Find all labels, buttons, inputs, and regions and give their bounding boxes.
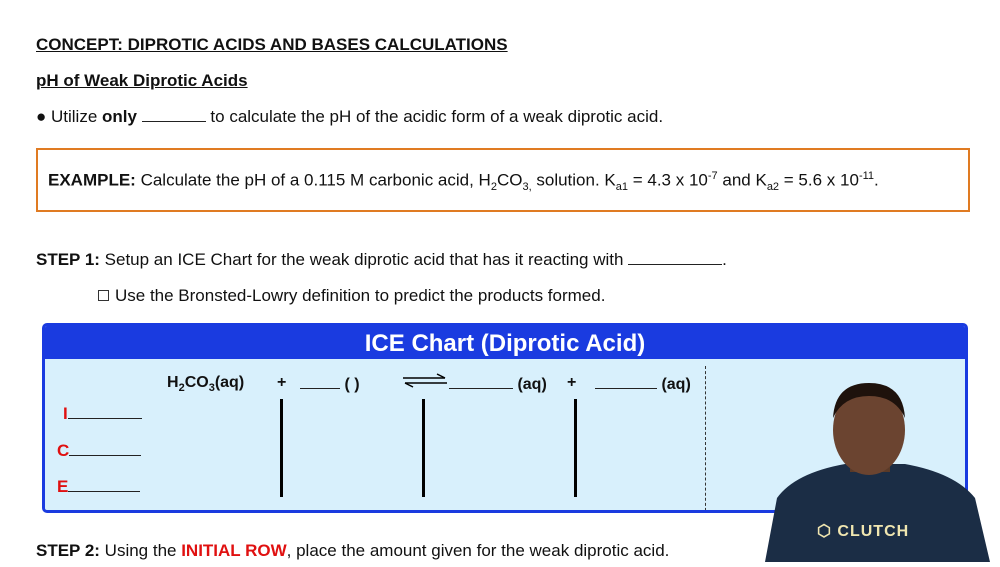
row-label-equilibrium: E bbox=[57, 477, 140, 497]
example-box bbox=[36, 148, 970, 212]
product2-blank: (aq) bbox=[595, 374, 691, 394]
clutch-logo: ⬡ CLUTCH bbox=[817, 523, 910, 540]
step1-subtext: Use the Bronsted-Lowry definition to predict the products formed. bbox=[98, 286, 605, 306]
ice-chart-title: ICE Chart (Diprotic Acid) bbox=[45, 326, 965, 359]
plus-sign: + bbox=[277, 374, 287, 391]
instructor-video bbox=[755, 378, 995, 562]
bullet-text: ● Utilize only to calculate the pH of the acidic form of a weak diprotic acid. bbox=[36, 107, 664, 126]
plus-sign: + bbox=[567, 374, 577, 391]
step2-text: STEP 2: Using the INITIAL ROW, place the amount given for the weak diprotic acid. bbox=[36, 541, 670, 560]
section-title: pH of Weak Diprotic Acids bbox=[36, 71, 248, 90]
concept-title: CONCEPT: DIPROTIC ACIDS AND BASES CALCULATIONS bbox=[36, 35, 508, 54]
equilibrium-arrow-icon bbox=[401, 372, 449, 393]
checkbox-icon bbox=[98, 290, 109, 301]
column-divider bbox=[574, 399, 577, 497]
column-divider bbox=[422, 399, 425, 497]
example-text: EXAMPLE: Calculate the pH of a 0.115 M carbonic acid, $H_2CO_{3,}$ solution. $K_{a1} = 4.3$ x $10^{-7}$ and $K_{a2} = 5.6$ x $10^{-11}$. bbox=[48, 170, 879, 194]
row-label-change: C bbox=[57, 441, 141, 461]
row-label-initial: I bbox=[63, 404, 142, 424]
reactant-h2co3: $H_2CO_3(aq)$ bbox=[167, 374, 245, 395]
step1-text: STEP 1: Setup an ICE Chart for the weak diprotic acid that has it reacting with . bbox=[36, 250, 727, 269]
divider bbox=[705, 366, 706, 513]
product1-blank: (aq) bbox=[449, 374, 547, 394]
reactant-blank: ( ) bbox=[300, 374, 360, 394]
column-divider bbox=[280, 399, 283, 497]
